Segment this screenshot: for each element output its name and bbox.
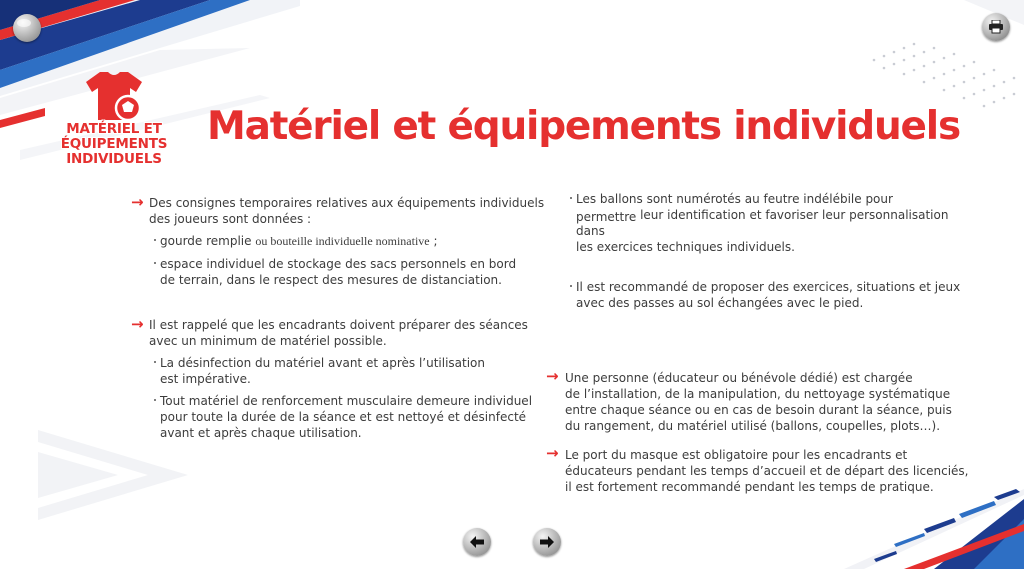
bullet-dot [570, 285, 572, 287]
jersey-ball-icon [82, 70, 146, 122]
bullet-dot [154, 399, 156, 401]
text-line: Les ballons sont numérotés au feutre indélébile pour [576, 192, 893, 206]
right-block3 [565, 370, 952, 434]
text-line: avec un minimum de matériel possible. [149, 334, 387, 348]
left-block1-intro [149, 195, 544, 227]
sphere-button[interactable] [13, 14, 41, 42]
text-line: Le port du masque est obligatoire pour les encadrants et [565, 448, 908, 462]
text-line: de terrain, dans le respect des mesures de distanciation. [160, 273, 502, 287]
badge-label [50, 122, 178, 167]
bullet-dot [570, 197, 572, 199]
right-bullet1 [576, 191, 948, 255]
arrow-right-icon: → [131, 193, 144, 211]
text-line: gourde remplie [160, 234, 256, 248]
text-line: dans [576, 224, 605, 238]
page-title: Matériel et équipements individuels [207, 104, 960, 149]
bottom-right-decoration [784, 489, 1024, 569]
arrow-right-icon [539, 535, 555, 549]
text-line: du rangement, du matériel utilisé (ballons, coupelles, plots…). [565, 419, 941, 433]
print-button[interactable] [982, 13, 1010, 41]
arrow-right-icon: → [131, 315, 144, 333]
text-line-serif: ou bouteille individuelle nominative [255, 234, 430, 248]
next-slide-button[interactable] [533, 528, 561, 556]
text-line: éducateurs pendant les temps d’accueil et de départ des licenciés, [565, 464, 969, 478]
arrow-right-icon: → [546, 444, 559, 462]
printer-icon [988, 20, 1004, 34]
text-line: La désinfection du matériel avant et après l’utilisation [160, 356, 485, 370]
arrow-right-icon: → [546, 367, 559, 385]
text-line: pour toute la durée de la séance et est nettoyé et désinfecté [160, 410, 527, 424]
text-line: avec des passes au sol échangées avec le pied. [576, 296, 864, 310]
sphere-icon [17, 19, 31, 27]
text-line [576, 207, 948, 223]
left-block2-bullet1 [160, 355, 485, 387]
text-fragment: permettre [576, 210, 637, 224]
text-line: espace individuel de stockage des sacs personnels en bord [160, 257, 517, 271]
text-line: les exercices techniques individuels. [576, 240, 795, 254]
bullet-dot [154, 239, 156, 241]
text-line: des joueurs sont données : [149, 212, 312, 226]
left-block2-bullet2 [160, 393, 532, 441]
text-line: entre chaque séance ou en cas de besoin durant la séance, puis [565, 403, 952, 417]
text-line: Une personne (éducateur ou bénévole dédié) est chargée [565, 371, 913, 385]
bullet-dot [154, 262, 156, 264]
bullet-dot [154, 361, 156, 363]
badge-line-2: ÉQUIPEMENTS [60, 136, 168, 152]
text-fragment: leur identification et favoriser leur personnalisation [640, 208, 949, 222]
text-line: est impérative. [160, 372, 251, 386]
right-bullet2 [576, 279, 960, 311]
text-line: Tout matériel de renforcement musculaire demeure individuel [160, 394, 533, 408]
badge-line-3: INDIVIDUELS [66, 151, 162, 167]
left-block1-bullet1 [160, 233, 438, 249]
badge-line-1: MATÉRIEL ET [66, 121, 162, 137]
text-line: de l’installation, de la manipulation, du nettoyage systématique [565, 387, 951, 401]
bottom-left-decoration [38, 430, 188, 525]
text-line: avant et après chaque utilisation. [160, 426, 362, 440]
text-line: il est fortement recommandé pendant les temps de pratique. [565, 480, 934, 494]
arrow-left-icon [469, 535, 485, 549]
right-block4 [565, 447, 969, 495]
left-block2-intro [149, 317, 528, 349]
section-badge [50, 70, 178, 167]
text-line: Il est rappelé que les encadrants doivent préparer des séances [149, 318, 528, 332]
previous-slide-button[interactable] [463, 528, 491, 556]
text-line: Des consignes temporaires relatives aux équipements individuels [149, 196, 545, 210]
left-block1-bullet2 [160, 256, 516, 288]
text-line: Il est recommandé de proposer des exercices, situations et jeux [576, 280, 961, 294]
text-line: ; [429, 234, 438, 248]
